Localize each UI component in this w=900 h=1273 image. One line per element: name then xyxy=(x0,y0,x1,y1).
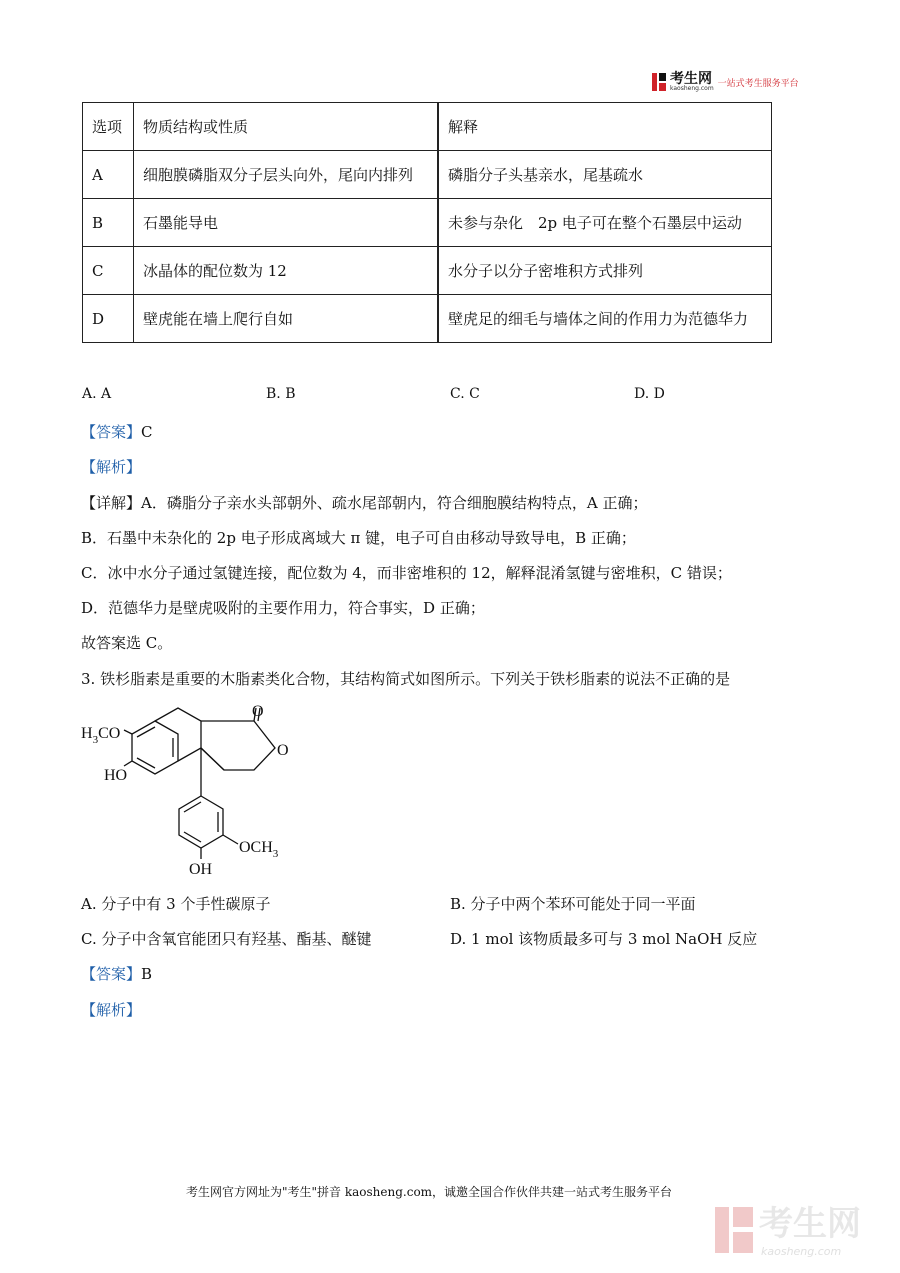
table-cell: C xyxy=(83,247,134,295)
table-row xyxy=(83,295,772,343)
q2-detail-b: B．石墨中未杂化的 2p 电子形成离域大 π 键，电子可自由移动导致导电，B 正确； xyxy=(81,529,636,547)
logo-name: 考生网 xyxy=(670,71,712,87)
watermark-logo xyxy=(715,1205,885,1260)
table-cell: 石墨能导电 xyxy=(134,199,439,247)
table-cell: 未参与杂化 2p 电子可在整个石墨层中运动 xyxy=(438,199,772,247)
detail-tag: 【详解】 xyxy=(81,494,142,512)
header-logo xyxy=(652,72,799,92)
carbonyl-oxygen-label: O xyxy=(252,703,264,720)
table-header-row xyxy=(83,103,772,151)
table-row xyxy=(83,247,772,295)
ho-label: HO xyxy=(104,767,128,784)
table-cell: 磷脂分子头基亲水，尾基疏水 xyxy=(438,151,772,199)
q3-option-d: D. 1 mol 该物质最多可与 3 mol NaOH 反应 xyxy=(450,930,758,948)
q2-detail-d: D．范德华力是壁虎吸附的主要作用力，符合事实，D 正确； xyxy=(81,599,485,617)
table-row xyxy=(83,151,772,199)
molecule-structure-diagram xyxy=(78,698,308,883)
q2-conclusion: 故答案选 C。 xyxy=(81,634,173,652)
answer-value: C xyxy=(141,423,153,441)
table-cell: 壁虎能在墙上爬行自如 xyxy=(134,295,439,343)
q2-option-b: B. B xyxy=(266,386,296,402)
q2-option-c: C. C xyxy=(450,386,480,402)
answer-value: B xyxy=(141,965,153,983)
och3-label: $OCH_3$ xyxy=(239,839,279,860)
analysis-tag: 【解析】 xyxy=(81,1001,142,1019)
h3co-label: $H_3CO$ xyxy=(81,725,121,746)
table-header-cell: 物质结构或性质 xyxy=(134,103,439,151)
q3-option-c: C. 分子中含氧官能团只有羟基、酯基、醚键 xyxy=(81,930,372,948)
q3-stem: 3. 铁杉脂素是重要的木脂素类化合物，其结构简式如图所示。下列关于铁杉脂素的说法不正确的是 xyxy=(81,670,731,688)
q3-analysis-line xyxy=(81,999,141,1020)
analysis-tag: 【解析】 xyxy=(81,458,142,476)
question-table xyxy=(82,102,772,343)
footer-text: 考生网官方网址为"考生"拼音 kaosheng.com，诚邀全国合作伙伴共建一站式考生服务平台 xyxy=(186,1185,673,1199)
logo-domain: kaosheng.com xyxy=(670,85,714,92)
table-header-cell: 解释 xyxy=(438,103,772,151)
table-row xyxy=(83,199,772,247)
benzene-ring-left xyxy=(132,721,178,774)
lactone-ring xyxy=(201,721,275,770)
benzene-ring-lower xyxy=(179,796,223,848)
table-cell: 细胞膜磷脂双分子层头向外，尾向内排列 xyxy=(134,151,439,199)
table-cell: A xyxy=(83,151,134,199)
watermark-name: 考生网 xyxy=(759,1204,861,1244)
kaosheng-logo-icon xyxy=(652,73,666,91)
table-cell: 水分子以分子密堆积方式排列 xyxy=(438,247,772,295)
table-cell: 冰晶体的配位数为 12 xyxy=(134,247,439,295)
answer-tag: 【答案】 xyxy=(81,423,142,441)
q2-option-d: D. D xyxy=(634,386,665,402)
table-cell: 壁虎足的细毛与墙体之间的作用力为范德华力 xyxy=(438,295,772,343)
table-header-cell: 选项 xyxy=(83,103,134,151)
q3-option-b: B. 分子中两个苯环可能处于同一平面 xyxy=(450,895,696,913)
q2-option-a: A. A xyxy=(82,386,112,402)
q2-detail-c: C．冰中水分子通过氢键连接，配位数为 4，而非密堆积的 12，解释混淆氢键与密堆积，C 错误； xyxy=(81,564,732,582)
logo-slogan: 一站式考生服务平台 xyxy=(717,78,799,89)
answer-tag: 【答案】 xyxy=(81,965,142,983)
table-cell: B xyxy=(83,199,134,247)
table-cell: D xyxy=(83,295,134,343)
oh-label: OH xyxy=(189,861,213,878)
watermark-domain: kaosheng.com xyxy=(761,1245,842,1258)
q2-detail-a xyxy=(81,492,647,513)
q2-answer-line xyxy=(81,421,153,442)
q3-option-a: A. 分子中有 3 个手性碳原子 xyxy=(81,895,271,913)
q2-analysis-line xyxy=(81,456,141,477)
detail-text: A．磷脂分子亲水头部朝外、疏水尾部朝内，符合细胞膜结构特点，A 正确； xyxy=(141,494,648,512)
ring-oxygen-label: O xyxy=(277,742,289,759)
q3-answer-line xyxy=(81,963,152,984)
